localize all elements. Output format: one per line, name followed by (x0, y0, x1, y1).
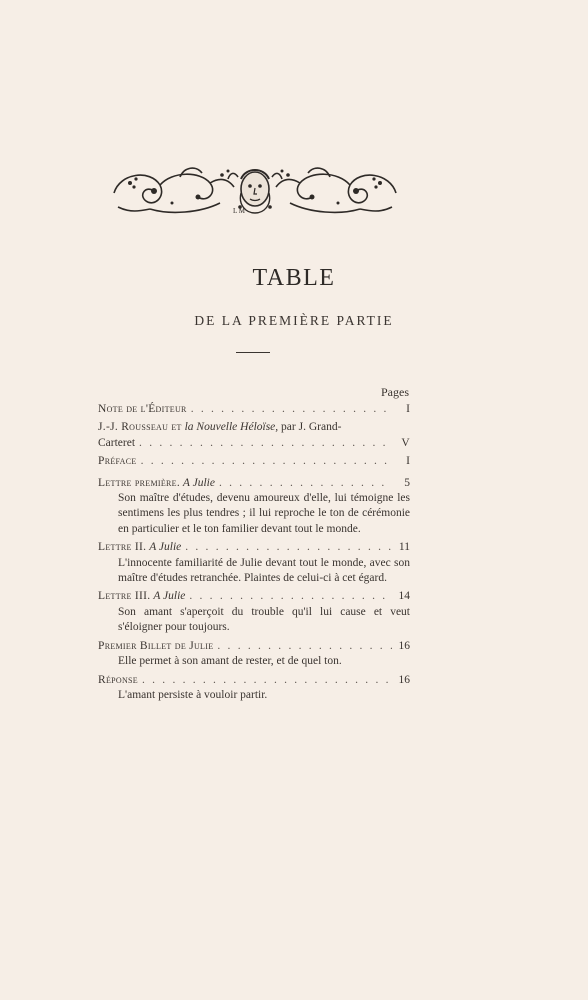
dot-leader (217, 639, 392, 654)
toc-entry (98, 454, 410, 469)
page-title: TABLE (252, 265, 336, 291)
toc-entry-label: Lettre II. (98, 541, 147, 554)
toc-entry-label-continued: Carteret (98, 436, 136, 449)
dot-leader (139, 436, 392, 451)
pages-column-header: Pages (381, 385, 409, 399)
toc-page-number: I (406, 455, 410, 468)
toc-entry-label: Réponse (98, 673, 138, 686)
toc-entry-summary: Son amant s'aperçoit du trouble qu'il lui cause et veut s'éloigner pour toujours. (118, 605, 410, 634)
toc-entry-summary: L'innocente familiarité de Julie devant tout le monde, avec son maître d'études retranchée. Plaintes de celui-ci à cet égard. (118, 556, 410, 585)
toc-entry-label: Préface (98, 455, 137, 468)
dot-leader (185, 540, 392, 555)
toc-entry-summary: Son maître d'études, devenu amoureux d'elle, lui témoigne les sentimens les plus tendres ; il lui reproche le ton de cérémonie en particulier et le ton familier devant tout le monde. (118, 492, 410, 535)
toc-entry-summary: Elle permet à son amant de rester, et de quel ton. (118, 655, 342, 668)
floral-vignette-icon (110, 163, 400, 217)
toc-entry (98, 420, 410, 451)
toc-entry-label: Lettre première. (98, 476, 181, 489)
toc-page-number: 16 (398, 673, 410, 686)
toc-entry-addressee: A Julie (149, 541, 182, 554)
page-subtitle: DE LA PREMIÈRE PARTIE (194, 313, 394, 328)
toc-entry (98, 589, 410, 635)
toc-page-number: 5 (404, 476, 410, 489)
toc-entry (98, 639, 410, 670)
dot-leader (142, 673, 392, 688)
toc-entry-addressee: A Julie (153, 590, 186, 603)
monogram: L M (233, 207, 245, 215)
dot-leader (141, 454, 392, 469)
toc-page-number: I (406, 403, 410, 415)
toc-entry-label: J.-J. Rousseau et la Nouvelle Héloïse, par J. Grand- (98, 421, 342, 434)
dot-leader (189, 589, 392, 604)
toc-page-number: 14 (398, 590, 410, 603)
toc-entry-addressee: A Julie (182, 476, 215, 489)
toc-entry (98, 540, 410, 586)
toc-entry-label: Premier Billet de Julie (98, 639, 214, 652)
toc-page-number: V (401, 436, 410, 449)
toc-entry (98, 402, 410, 417)
title-divider (236, 352, 270, 353)
toc-entry-summary: L'amant persiste à vouloir partir. (118, 688, 268, 701)
toc-entry (98, 476, 410, 538)
dot-leader (191, 402, 392, 417)
table-of-contents (98, 402, 410, 703)
toc-page-number: 16 (398, 639, 410, 652)
toc-entry-label: Note de l'Éditeur (98, 403, 187, 415)
toc-entry-label: Lettre III. (98, 590, 151, 603)
dot-leader (219, 476, 392, 491)
toc-entry (98, 673, 410, 704)
toc-page-number: 11 (398, 541, 410, 554)
